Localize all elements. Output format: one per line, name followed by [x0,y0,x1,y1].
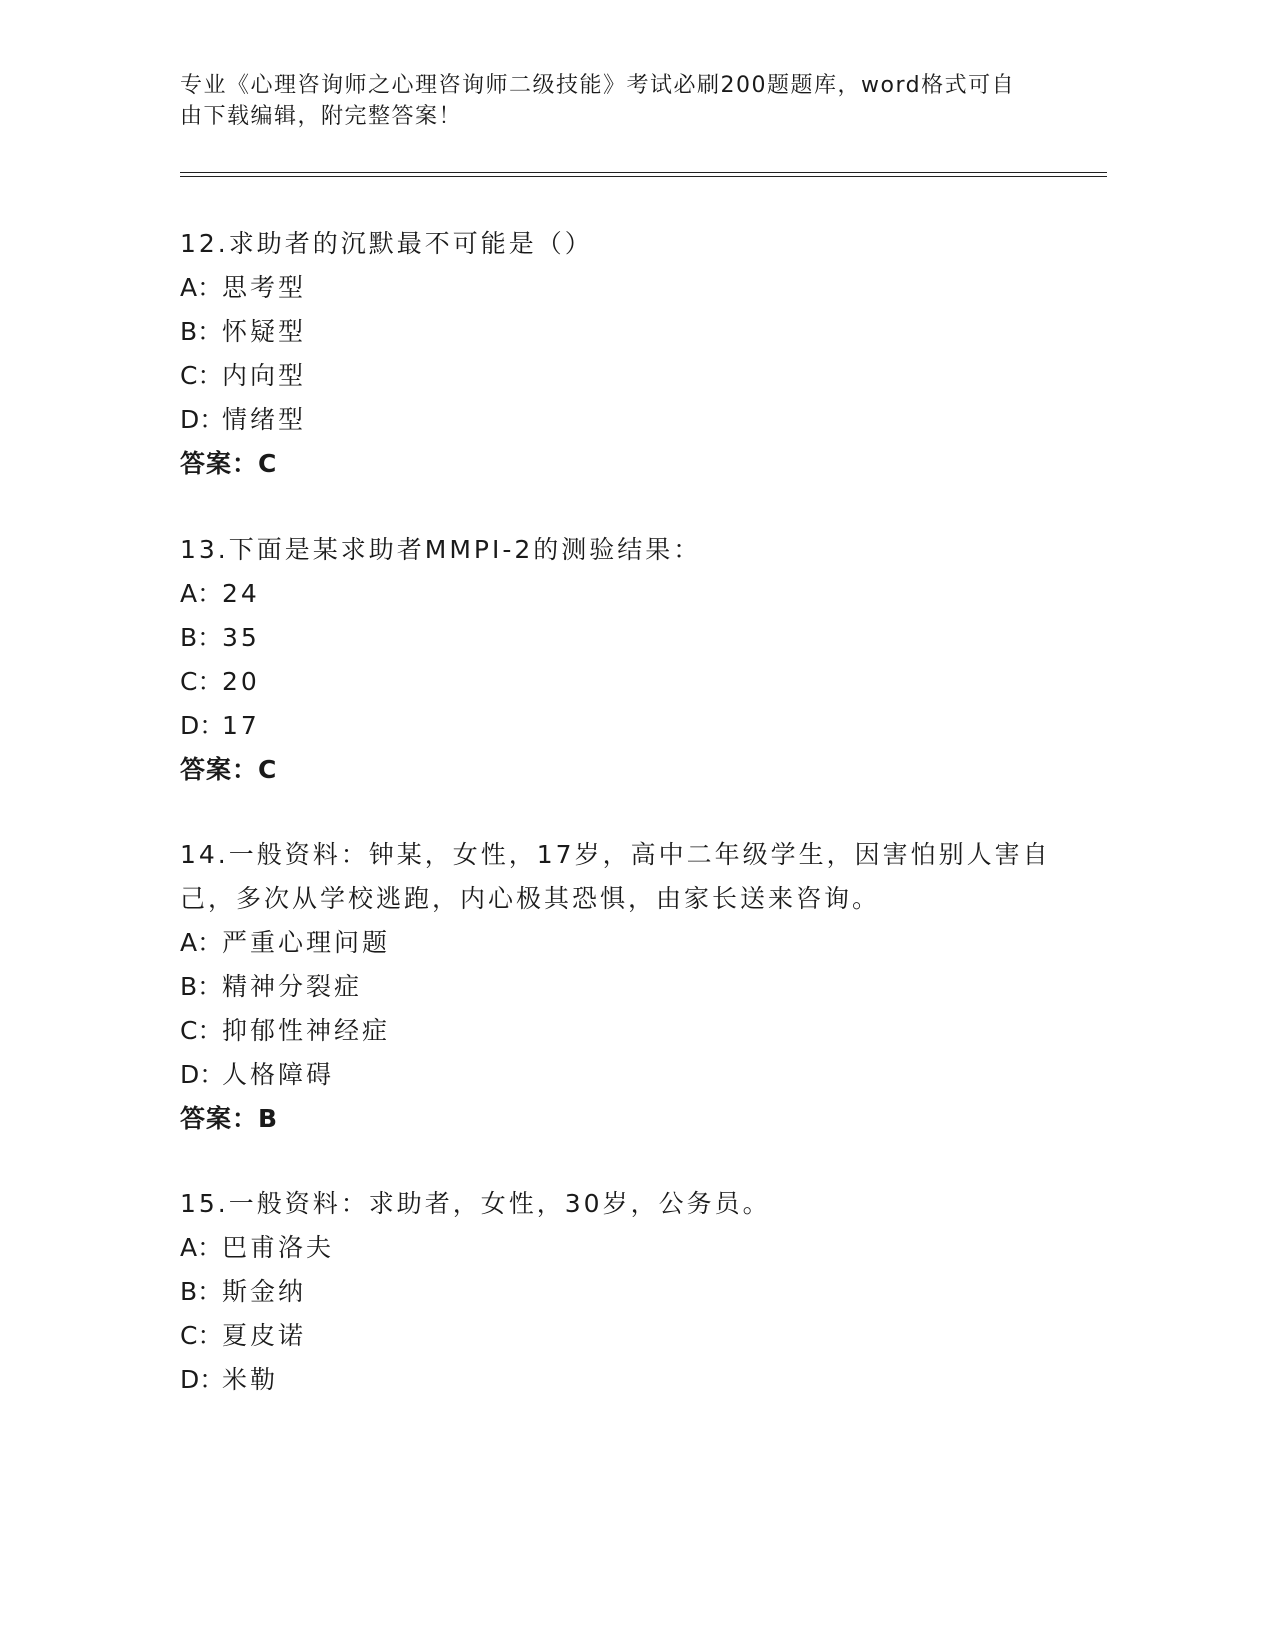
option-text: 24 [222,579,260,608]
option-a [180,1226,1080,1270]
option-text: 巴甫洛夫 [222,1233,335,1262]
option-a [180,266,1080,310]
option-key: D： [180,1365,225,1394]
option-b [180,965,1080,1009]
option-text: 人格障碍 [222,1060,335,1089]
option-key: D： [180,711,225,740]
option-key: A： [180,579,223,608]
option-key: A： [180,273,223,302]
option-key: B： [180,623,223,652]
option-a [180,921,1080,965]
option-key: C： [180,667,223,696]
option-key: A： [180,1233,223,1262]
question-15 [180,1182,1080,1402]
question-13 [180,528,1080,792]
answer-value: B [258,1104,279,1133]
option-key: C： [180,1321,223,1350]
option-c [180,354,1080,398]
header-line-1: 专业《心理咨询师之心理咨询师二级技能》考试必刷200题题库，word格式可自 [180,73,1016,98]
option-text: 17 [222,711,260,740]
answer-label: 答案： [180,755,259,784]
option-c [180,1009,1080,1053]
question-stem-line-2: 己，多次从学校逃跑，内心极其恐惧，由家长送来咨询。 [180,884,881,913]
option-key: B： [180,1277,223,1306]
answer-line [180,1097,1080,1141]
option-key: B： [180,317,223,346]
option-text: 怀疑型 [222,317,307,346]
answer-label: 答案： [180,1104,259,1133]
option-text: 精神分裂症 [222,972,363,1001]
option-text: 米勒 [222,1365,279,1394]
option-text: 35 [222,623,260,652]
option-text: 抑郁性神经症 [222,1016,391,1045]
option-text: 内向型 [222,361,307,390]
answer-line [180,442,1080,486]
option-d [180,398,1080,442]
option-text: 严重心理问题 [222,928,391,957]
option-key: B： [180,972,223,1001]
answer-line [180,748,1080,792]
answer-value: C [258,449,278,478]
header-divider-bottom [180,176,1107,177]
document-header [180,70,1060,132]
option-text: 20 [222,667,260,696]
option-key: D： [180,1060,225,1089]
option-d [180,1358,1080,1402]
option-c [180,660,1080,704]
answer-label: 答案： [180,449,259,478]
question-stem: 13.下面是某求助者MMPI-2的测验结果： [180,535,702,564]
option-text: 情绪型 [222,405,307,434]
question-12 [180,222,1080,486]
question-stem: 12.求助者的沉默最不可能是（） [180,229,593,258]
option-key: D： [180,405,225,434]
option-a [180,572,1080,616]
header-line-2: 由下载编辑，附完整答案！ [180,104,463,129]
question-stem: 15.一般资料：求助者，女性，30岁，公务员。 [180,1189,771,1218]
answer-value: C [258,755,278,784]
option-key: C： [180,1016,223,1045]
option-text: 斯金纳 [222,1277,307,1306]
option-d [180,1053,1080,1097]
option-key: A： [180,928,223,957]
question-14 [180,833,1080,1141]
option-b [180,1270,1080,1314]
question-stem-line-1: 14.一般资料：钟某，女性，17岁，高中二年级学生，因害怕别人害自 [180,840,1051,869]
option-c [180,1314,1080,1358]
option-b [180,310,1080,354]
option-key: C： [180,361,223,390]
option-d [180,704,1080,748]
option-text: 夏皮诺 [222,1321,307,1350]
option-text: 思考型 [222,273,307,302]
option-b [180,616,1080,660]
header-divider-top [180,172,1107,173]
